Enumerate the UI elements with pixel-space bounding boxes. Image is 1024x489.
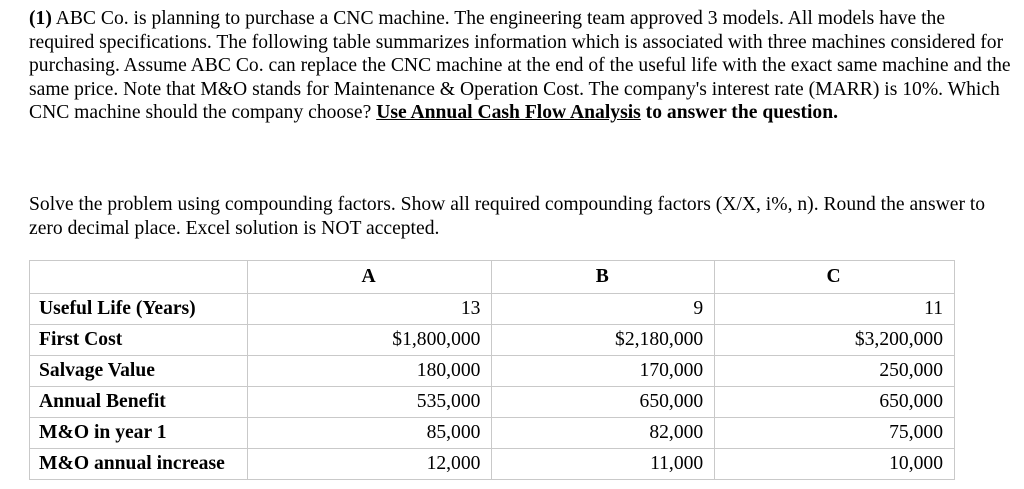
header-machine-b: B bbox=[492, 261, 715, 294]
cell-value: 170,000 bbox=[492, 356, 715, 387]
cell-value: 650,000 bbox=[715, 387, 955, 418]
cell-value: 13 bbox=[247, 294, 492, 325]
method-instruction bbox=[376, 102, 838, 123]
cell-value: 85,000 bbox=[247, 418, 492, 449]
row-label: First Cost bbox=[30, 325, 248, 356]
cell-value: 9 bbox=[492, 294, 715, 325]
cell-value: 180,000 bbox=[247, 356, 492, 387]
cell-value: 250,000 bbox=[715, 356, 955, 387]
row-label: Salvage Value bbox=[30, 356, 248, 387]
row-label: Useful Life (Years) bbox=[30, 294, 248, 325]
cell-value: 650,000 bbox=[492, 387, 715, 418]
header-machine-a: A bbox=[247, 261, 492, 294]
table-row bbox=[30, 325, 955, 356]
table-row bbox=[30, 356, 955, 387]
problem-number: (1) bbox=[29, 8, 52, 29]
machine-comparison-table bbox=[29, 260, 955, 480]
cell-value: 12,000 bbox=[247, 449, 492, 480]
table-row bbox=[30, 449, 955, 480]
row-label: M&O in year 1 bbox=[30, 418, 248, 449]
problem-statement bbox=[29, 7, 1014, 125]
table-header-row bbox=[30, 261, 955, 294]
table-row bbox=[30, 294, 955, 325]
cell-value: 82,000 bbox=[492, 418, 715, 449]
cell-value: $3,200,000 bbox=[715, 325, 955, 356]
table-row bbox=[30, 418, 955, 449]
cell-value: $2,180,000 bbox=[492, 325, 715, 356]
cell-value: 10,000 bbox=[715, 449, 955, 480]
row-label: Annual Benefit bbox=[30, 387, 248, 418]
cell-value: 535,000 bbox=[247, 387, 492, 418]
row-label: M&O annual increase bbox=[30, 449, 248, 480]
header-corner bbox=[30, 261, 248, 294]
problem-text: ABC Co. is planning to purchase a CNC machine. The engineering team approved 3 models. All models have the required specifications. The following table summarizes information which is associated with three machines considered for purchasing. Assume ABC Co. can replace the CNC machine at the end of the useful life with the exact same machine and the same price. Note that M&O stands for Maintenance & Operation Cost. The company's interest rate (MARR) is 10%. Which CNC machine should the company choose? bbox=[29, 8, 1011, 124]
method-rest: to answer the question. bbox=[640, 102, 839, 124]
cell-value: 11,000 bbox=[492, 449, 715, 480]
cell-value: 75,000 bbox=[715, 418, 955, 449]
cell-value: $1,800,000 bbox=[247, 325, 492, 356]
solution-instructions: Solve the problem using compounding factors. Show all required compounding factors (X/X, i%, n). Round the answer to zero decimal place. Excel solution is NOT accepted. bbox=[29, 194, 986, 239]
table-row bbox=[30, 387, 955, 418]
cell-value: 11 bbox=[715, 294, 955, 325]
method-underlined: Use Annual Cash Flow Analysis bbox=[376, 102, 641, 124]
header-machine-c: C bbox=[715, 261, 955, 294]
